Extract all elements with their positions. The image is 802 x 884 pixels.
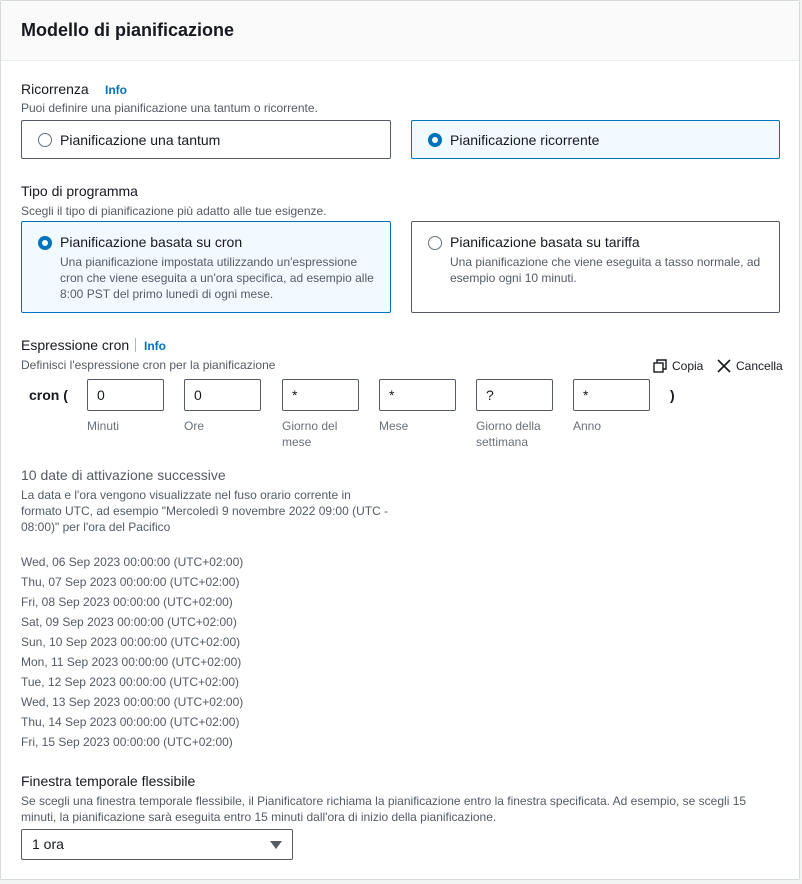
cron-based-option[interactable] xyxy=(21,221,391,313)
cron-hours-caption: Ore xyxy=(184,419,205,433)
rate-based-radio[interactable] xyxy=(428,236,442,250)
next-dates-title: 10 date di attivazione successive xyxy=(21,467,226,483)
copy-icon xyxy=(653,359,667,373)
cron-year-caption: Anno xyxy=(573,419,602,433)
flex-window-description: Se scegli una finestra temporale flessibile, il Pianificatore richiama la pianificazione entro la finestra specificata. Ad esempio, se scegli 15 minuti, la pianificazione sarà eseguita entro 15 minuti dall'ora di inizio della pianificazione. xyxy=(21,794,747,824)
activation-date: Tue, 12 Sep 2023 00:00:00 (UTC+02:00) xyxy=(21,675,240,689)
activation-date: Thu, 14 Sep 2023 00:00:00 (UTC+02:00) xyxy=(21,715,240,729)
cron-hours-input[interactable]: 0 xyxy=(184,379,261,411)
recurrence-info-link[interactable]: Info xyxy=(105,83,127,97)
activation-date: Fri, 15 Sep 2023 00:00:00 (UTC+02:00) xyxy=(21,735,233,749)
flex-window-value: 1 ora xyxy=(32,836,64,852)
one-time-label: Pianificazione una tantum xyxy=(60,132,221,148)
flex-window-select[interactable] xyxy=(21,829,293,860)
recurring-label: Pianificazione ricorrente xyxy=(450,132,600,148)
schedule-type-label: Tipo di programma xyxy=(21,183,138,199)
cron-month-input[interactable]: * xyxy=(379,379,456,411)
rate-based-description: Una pianificazione che viene eseguita a tasso normale, ad esempio ogni 10 minuti. xyxy=(450,255,761,285)
cron-prefix: cron ( xyxy=(29,387,68,403)
close-icon xyxy=(717,359,731,373)
info-divider xyxy=(135,338,136,352)
flex-window-label: Finestra temporale flessibile xyxy=(21,773,196,789)
activation-date: Thu, 07 Sep 2023 00:00:00 (UTC+02:00) xyxy=(21,575,240,589)
cron-description: Definisci l'espressione cron per la pianificazione xyxy=(21,358,276,372)
cron-minutes-caption: Minuti xyxy=(87,419,120,433)
cron-minutes-input[interactable]: 0 xyxy=(87,379,164,411)
cron-month-caption: Mese xyxy=(379,419,409,433)
copy-button[interactable] xyxy=(653,359,703,373)
clear-label: Cancella xyxy=(736,359,783,373)
rate-based-label: Pianificazione basata su tariffa xyxy=(450,234,640,250)
cron-expression-label: Espressione cron xyxy=(21,337,130,353)
cron-day-of-week-input[interactable]: ? xyxy=(476,379,553,411)
schedule-type-description: Scegli il tipo di pianificazione più adatto alle tue esigenze. xyxy=(21,204,327,218)
cron-based-description: Una pianificazione impostata utilizzando un'espressione cron che viene eseguita a un'ora specifica, ad esempio alle 8:00 PST del primo lunedì di ogni mese. xyxy=(60,255,374,301)
recurring-schedule-option[interactable] xyxy=(411,120,780,159)
cron-info-link[interactable]: Info xyxy=(144,339,166,353)
activation-date: Wed, 06 Sep 2023 00:00:00 (UTC+02:00) xyxy=(21,555,244,569)
clear-button[interactable] xyxy=(717,359,783,373)
recurrence-label: Ricorrenza xyxy=(21,81,89,97)
one-time-schedule-option[interactable] xyxy=(21,120,391,159)
one-time-radio[interactable] xyxy=(38,133,52,147)
cron-suffix: ) xyxy=(670,387,675,403)
activation-date: Mon, 11 Sep 2023 00:00:00 (UTC+02:00) xyxy=(21,655,242,669)
panel-header xyxy=(1,1,799,61)
activation-date: Sun, 10 Sep 2023 00:00:00 (UTC+02:00) xyxy=(21,635,241,649)
panel-title: Modello di pianificazione xyxy=(21,20,235,40)
recurring-radio[interactable] xyxy=(428,133,442,147)
cron-day-of-month-caption: Giorno del mese xyxy=(282,419,338,449)
cron-based-label: Pianificazione basata su cron xyxy=(60,234,243,250)
activation-date: Wed, 13 Sep 2023 00:00:00 (UTC+02:00) xyxy=(21,695,244,709)
next-dates-description: La data e l'ora vengono visualizzate nel fuso orario corrente in formato UTC, ad esempio "Mercoledì 9 novembre 2022 09:00 (UTC - 08:00)" per l'ora del Pacifico xyxy=(21,488,389,534)
recurrence-description: Puoi definire una pianificazione una tantum o ricorrente. xyxy=(21,101,318,115)
rate-based-option[interactable] xyxy=(411,221,780,313)
cron-day-of-week-caption: Giorno della settimana xyxy=(476,419,541,449)
copy-label: Copia xyxy=(672,359,704,373)
cron-based-radio[interactable] xyxy=(38,236,52,250)
activation-date: Sat, 09 Sep 2023 00:00:00 (UTC+02:00) xyxy=(21,615,237,629)
activation-date: Fri, 08 Sep 2023 00:00:00 (UTC+02:00) xyxy=(21,595,233,609)
caret-down-icon xyxy=(270,841,282,849)
cron-year-input[interactable]: * xyxy=(573,379,650,411)
cron-day-of-month-input[interactable]: * xyxy=(282,379,359,411)
